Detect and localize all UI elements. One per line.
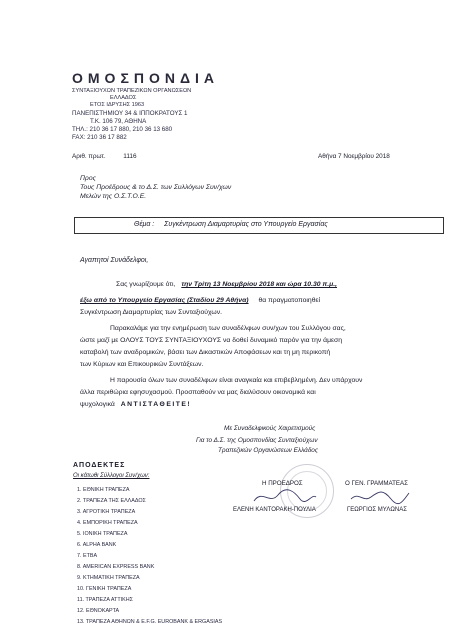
list-item: 11. ΤΡΑΠΕΖΑ ΑΤΤΙΚΗΣ bbox=[77, 597, 133, 603]
paragraph-3-line-2: άλλα περιθώρια εφησυχασμού. Προσπαθούν να μας διαλύσουν οικονομικά και bbox=[80, 389, 316, 396]
recipients-heading: Προς bbox=[80, 175, 96, 182]
paragraph-2-line-3: καταβολή των αναδρομικών, βάσει των Δικαστικών Αποφάσεων και τη μη περικοπή bbox=[80, 349, 331, 356]
paragraph-1-line-2 bbox=[80, 297, 320, 304]
paragraph-3-line-3 bbox=[80, 401, 191, 408]
list-item: 6. ALPHA BANK bbox=[77, 542, 117, 548]
subject-label: Θέμα : bbox=[134, 221, 155, 228]
p1-action: θα πραγματοποιηθεί bbox=[258, 297, 321, 304]
org-address-line-2: Τ.Κ. 106 79, ΑΘΗΝΑ bbox=[90, 118, 147, 125]
protocol-number: 1116 bbox=[123, 153, 137, 160]
recipients-line-1: Τους Προέδρους & το Δ.Σ. των Συλλόγων Συν/χων bbox=[80, 184, 232, 191]
org-subtitle-2: ΕΛΛΑΔΟΣ bbox=[110, 95, 137, 101]
distribution-title: ΑΠΟΔΕΚΤΕΣ bbox=[73, 462, 126, 469]
president-signature-icon bbox=[250, 487, 320, 507]
list-item: 4. ΕΜΠΟΡΙΚΗ ΤΡΑΠΕΖΑ bbox=[77, 520, 138, 526]
secretary-name: ΓΕΩΡΓΙΟΣ ΜΥΛΩΝΑΣ bbox=[347, 507, 407, 513]
p1-intro: Σας γνωρίζουμε ότι, bbox=[116, 281, 176, 288]
distribution-subtitle: Οι κάτωθι Σύλλογοι Συν/χων: bbox=[73, 473, 150, 479]
paragraph-3-line-1: Η παρουσία όλων των συναδέλφων είναι αναγκαία και επιβεβλημένη. Δεν υπάρχουν bbox=[110, 377, 363, 384]
list-item: 10. ΓΕΝΙΚΗ ΤΡΑΠΕΖΑ bbox=[77, 586, 132, 592]
list-item: 2. ΤΡΑΠΕΖΑ ΤΗΣ ΕΛΛΑΔΟΣ bbox=[77, 498, 146, 504]
secretary-signature-icon bbox=[345, 487, 415, 507]
list-item: 1. ΕΘΝΙΚΗ ΤΡΑΠΕΖΑ bbox=[77, 487, 130, 493]
list-item: 3. ΑΓΡΟΤΙΚΗ ΤΡΑΠΕΖΑ bbox=[77, 509, 136, 515]
org-founded: ΕΤΟΣ ΙΔΡΥΣΗΣ 1963 bbox=[90, 102, 145, 108]
subject-text: Συγκέντρωση Διαμαρτυρίας στο Υπουργείο Εργασίας bbox=[164, 221, 328, 228]
p3-psychological: ψυχολογικά bbox=[80, 401, 115, 408]
paragraph-1-line-3: Συγκέντρωση Διαμαρτυρίας των Συνταξιούχων. bbox=[80, 309, 223, 316]
signoff-line-2: Τραπεζικών Οργανώσεων Ελλάδος bbox=[218, 447, 318, 454]
paragraph-2-line-4: των Κύριων και Επικουρικών Συντάξεων. bbox=[80, 361, 204, 368]
p1-location: έξω από το Υπουργείο Εργασίας (Σταδίου 29 Αθήνα) bbox=[80, 297, 249, 304]
list-item: 12. ΕΘΝΟΚΑΡΤΑ bbox=[77, 608, 120, 614]
org-fax: FAX: 210 36 17 882 bbox=[72, 134, 127, 141]
list-item: 8. AMERICAN EXPRESS BANK bbox=[77, 564, 155, 570]
recipients-line-2: Μελών της Ο.Σ.Τ.Ο.Ε. bbox=[80, 193, 147, 200]
paragraph-2-line-1: Παρακαλάμε για την ενημέρωση των συναδέλφων συν/χων του Συλλόγου σας, bbox=[110, 325, 346, 332]
letter-date: Αθήνα 7 Νοεμβρίου 2018 bbox=[318, 153, 390, 160]
list-item: 7. ΕΤΒΑ bbox=[77, 553, 98, 559]
p1-datetime: την Τρίτη 13 Νοεμβρίου 2018 και ώρα 10.30 π.μ., bbox=[181, 281, 338, 288]
list-item: 13. ΤΡΑΠΕΖΑ ΑΘΗΝΩΝ & E.F.G. EUROBANK & ERGASIAS bbox=[77, 619, 223, 625]
signoff-greeting: Με Συναδελφικούς Χαιρετισμούς bbox=[224, 425, 316, 432]
org-subtitle-1: ΣΥΝΤΑΞΙΟΥΧΩΝ ΤΡΑΠΕΖΙΚΩΝ ΟΡΓΑΝΩΣΕΩΝ bbox=[72, 88, 192, 94]
greeting: Αγαπητοί Συνάδελφοι, bbox=[80, 257, 149, 264]
paragraph-2-line-2: ώστε μαζί με ΟΛΟΥΣ ΤΟΥΣ ΣΥΝΤΑΞΙΟΥΧΟΥΣ να δοθεί δυναμικό παρόν για την άμεση bbox=[80, 337, 342, 344]
list-item: 5. ΙΟΝΙΚΗ ΤΡΑΠΕΖΑ bbox=[77, 531, 128, 537]
list-item: 9. ΚΤΗΜΑΤΙΚΗ ΤΡΑΠΕΖΑ bbox=[77, 575, 140, 581]
p3-resist: ΑΝΤΙΣΤΑΘΕΙΤΕ! bbox=[120, 401, 192, 408]
org-title: ΟΜΟΣΠΟΝΔΙΑ bbox=[72, 70, 220, 86]
president-name: ΕΛΕΝΗ ΚΑΝΤΟΡΑΚΗ-ΠΟΥΛΙΑ bbox=[233, 507, 316, 513]
subject-line bbox=[134, 221, 328, 228]
org-address-line-1: ΠΑΝΕΠΙΣΤΗΜΙΟΥ 34 & ΙΠΠΟΚΡΑΤΟΥΣ 1 bbox=[72, 110, 188, 117]
president-role: Η ΠΡΟΕΔΡΟΣ bbox=[262, 480, 303, 487]
protocol-label: Αριθ. πρωτ. bbox=[72, 153, 106, 160]
secretary-role: Ο ΓΕΝ. ΓΡΑΜΜΑΤΕΑΣ bbox=[345, 480, 409, 487]
paragraph-1-line-1 bbox=[116, 281, 337, 288]
signoff-line-1: Για το Δ.Σ. της Ομοσπονδίας Συνταξιούχων bbox=[196, 437, 318, 444]
org-phone: ΤΗΛ.: 210 36 17 880, 210 36 13 680 bbox=[72, 126, 173, 133]
protocol-line bbox=[72, 153, 137, 160]
